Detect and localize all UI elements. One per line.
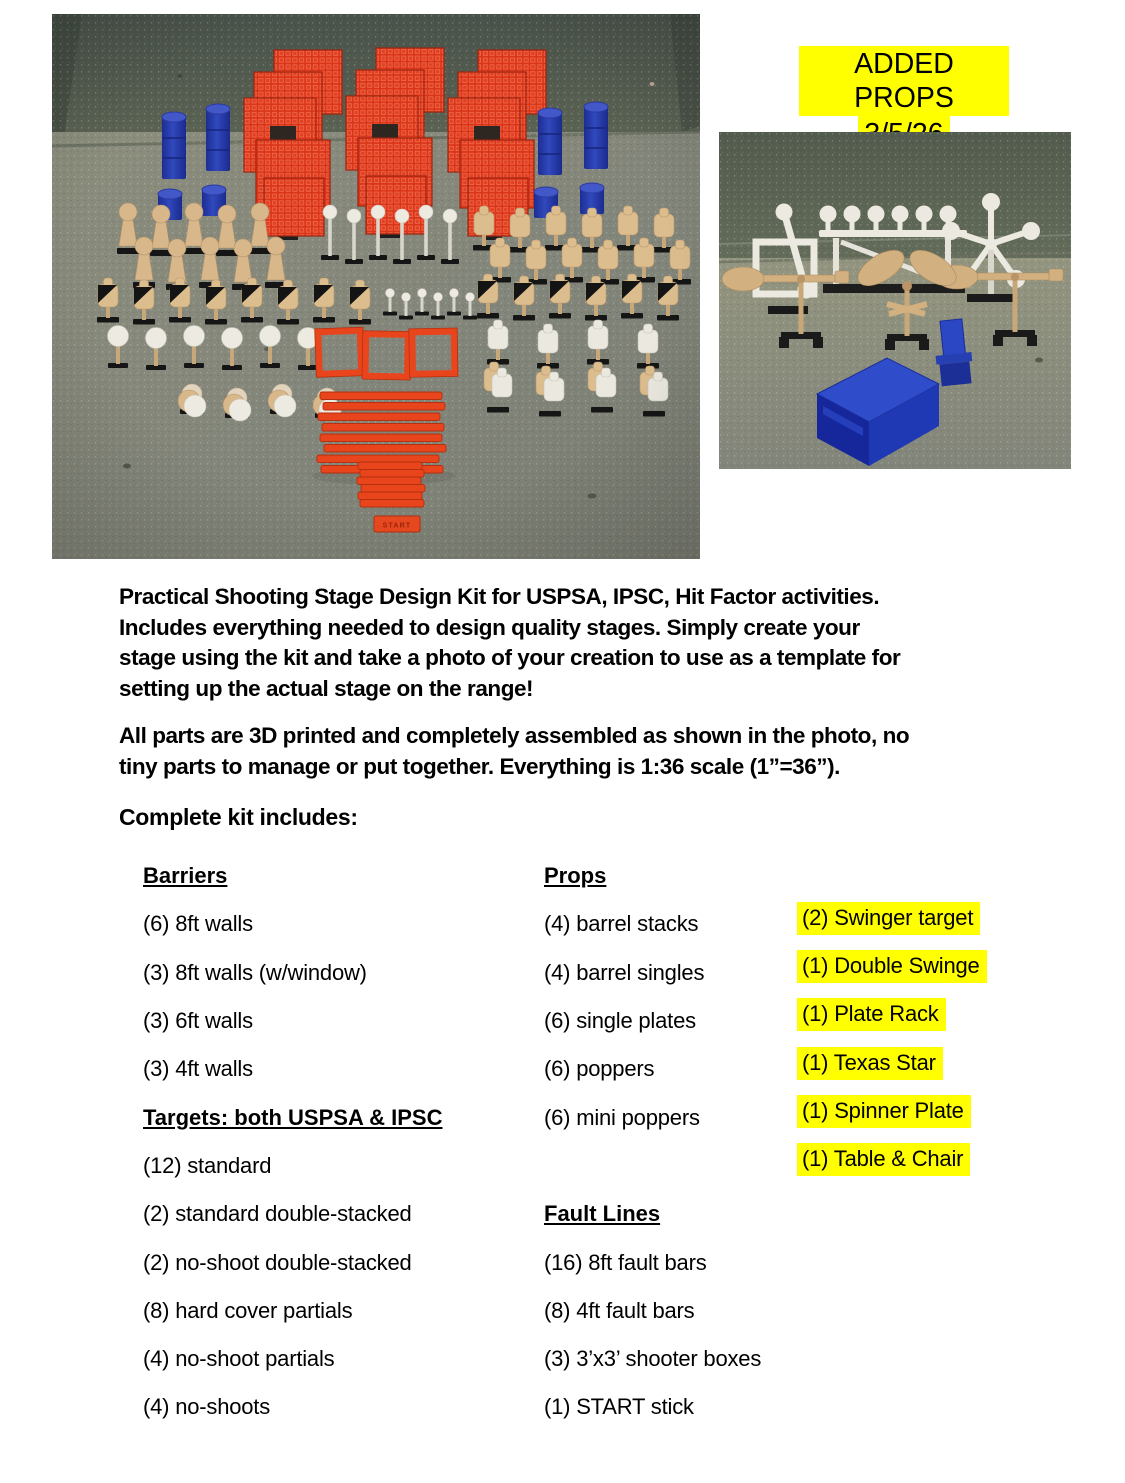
list-item — [143, 1287, 442, 1335]
list-item-text: (3) 4ft walls — [143, 1056, 253, 1082]
intro-paragraph-2 — [119, 721, 909, 782]
list-item — [143, 1142, 442, 1190]
list-item — [143, 1045, 442, 1093]
targets-header: Targets: both USPSA & IPSC — [143, 1104, 443, 1130]
added-prop-text: (1) Table & Chair — [797, 1143, 970, 1176]
props-header-row — [544, 852, 761, 900]
added-props-photo-svg — [719, 132, 1071, 469]
main-kit-photo — [52, 14, 700, 559]
list-item — [143, 1383, 442, 1431]
list-item — [544, 1335, 761, 1383]
kit-column-barriers-targets — [143, 852, 442, 1432]
added-props-photo — [719, 132, 1071, 469]
list-item — [544, 1238, 761, 1286]
added-prop-item — [797, 1135, 987, 1183]
list-item — [544, 1093, 761, 1141]
list-item-text: (8) 4ft fault bars — [544, 1297, 695, 1323]
fault-lines-header-row — [544, 1190, 761, 1238]
list-item-text: (4) no-shoots — [143, 1394, 271, 1420]
list-spacer — [544, 1142, 761, 1190]
list-item-text: (4) barrel singles — [544, 959, 705, 985]
list-item-text: (4) no-shoot partials — [143, 1346, 335, 1372]
list-item — [143, 997, 442, 1045]
list-item — [143, 1238, 442, 1286]
list-item-text: (6) 8ft walls — [143, 911, 253, 937]
list-item — [143, 1335, 442, 1383]
added-prop-item — [797, 1039, 987, 1087]
intro-line: All parts are 3D printed and completely assembled as shown in the photo, no — [119, 723, 910, 749]
list-item-text: (2) no-shoot double-stacked — [143, 1249, 412, 1275]
list-item-text: (6) single plates — [544, 1008, 696, 1034]
list-item-text: (4) barrel stacks — [544, 911, 699, 937]
intro-line: Includes everything needed to design quality stages. Simply create your — [119, 614, 860, 640]
intro-line: setting up the actual stage on the range! — [119, 675, 534, 701]
main-kit-photo-svg — [52, 14, 700, 559]
added-props-banner-title: ADDED PROPS — [799, 46, 1009, 116]
added-prop-item — [797, 1087, 987, 1135]
list-item — [544, 997, 761, 1045]
added-prop-item — [797, 894, 987, 942]
list-item-text: (16) 8ft fault bars — [544, 1249, 707, 1275]
list-item — [544, 949, 761, 997]
list-item — [544, 1287, 761, 1335]
list-item-text: (6) poppers — [544, 1056, 655, 1082]
intro-line: stage using the kit and take a photo of your creation to use as a template for — [119, 645, 901, 671]
list-item — [544, 1045, 761, 1093]
added-prop-text: (2) Swinger target — [797, 902, 980, 935]
list-item-text: (2) standard double-stacked — [143, 1201, 412, 1227]
photo-vignette — [52, 14, 700, 559]
intro-line: tiny parts to manage or put together. Everything is 1:36 scale (1”=36”). — [119, 753, 840, 779]
kit-includes-heading: Complete kit includes: — [119, 804, 358, 830]
kit-column-props-faultlines — [544, 852, 761, 1432]
added-prop-text: (1) Texas Star — [797, 1047, 943, 1080]
kit-column-added-props — [797, 894, 987, 1184]
list-item — [143, 900, 442, 948]
list-item — [143, 949, 442, 997]
intro-paragraph-1 — [119, 582, 909, 704]
list-item — [544, 1383, 761, 1431]
intro-line: Practical Shooting Stage Design Kit for USPSA, IPSC, Hit Factor activities. — [119, 584, 880, 609]
list-item-text: (8) hard cover partials — [143, 1297, 353, 1323]
added-prop-text: (1) Plate Rack — [797, 998, 946, 1031]
added-prop-text: (1) Spinner Plate — [797, 1095, 971, 1128]
list-item — [143, 1190, 442, 1238]
added-prop-text: (1) Double Swinge — [797, 950, 987, 983]
list-item-text: (3) 3’x3’ shooter boxes — [544, 1346, 762, 1372]
added-prop-item — [797, 991, 987, 1039]
barriers-header: Barriers — [143, 863, 228, 889]
list-item-text: (1) START stick — [544, 1394, 694, 1420]
barriers-header-row — [143, 852, 442, 900]
intro-text — [119, 582, 909, 783]
list-item — [544, 900, 761, 948]
targets-header-row — [143, 1093, 442, 1141]
props-header: Props — [544, 863, 607, 889]
list-item-text: (12) standard — [143, 1152, 272, 1178]
list-item-text: (3) 6ft walls — [143, 1008, 253, 1034]
fault-lines-header: Fault Lines — [544, 1201, 661, 1227]
added-prop-item — [797, 942, 987, 990]
list-item-text: (3) 8ft walls (w/window) — [143, 959, 367, 985]
list-item-text: (6) mini poppers — [544, 1104, 700, 1130]
